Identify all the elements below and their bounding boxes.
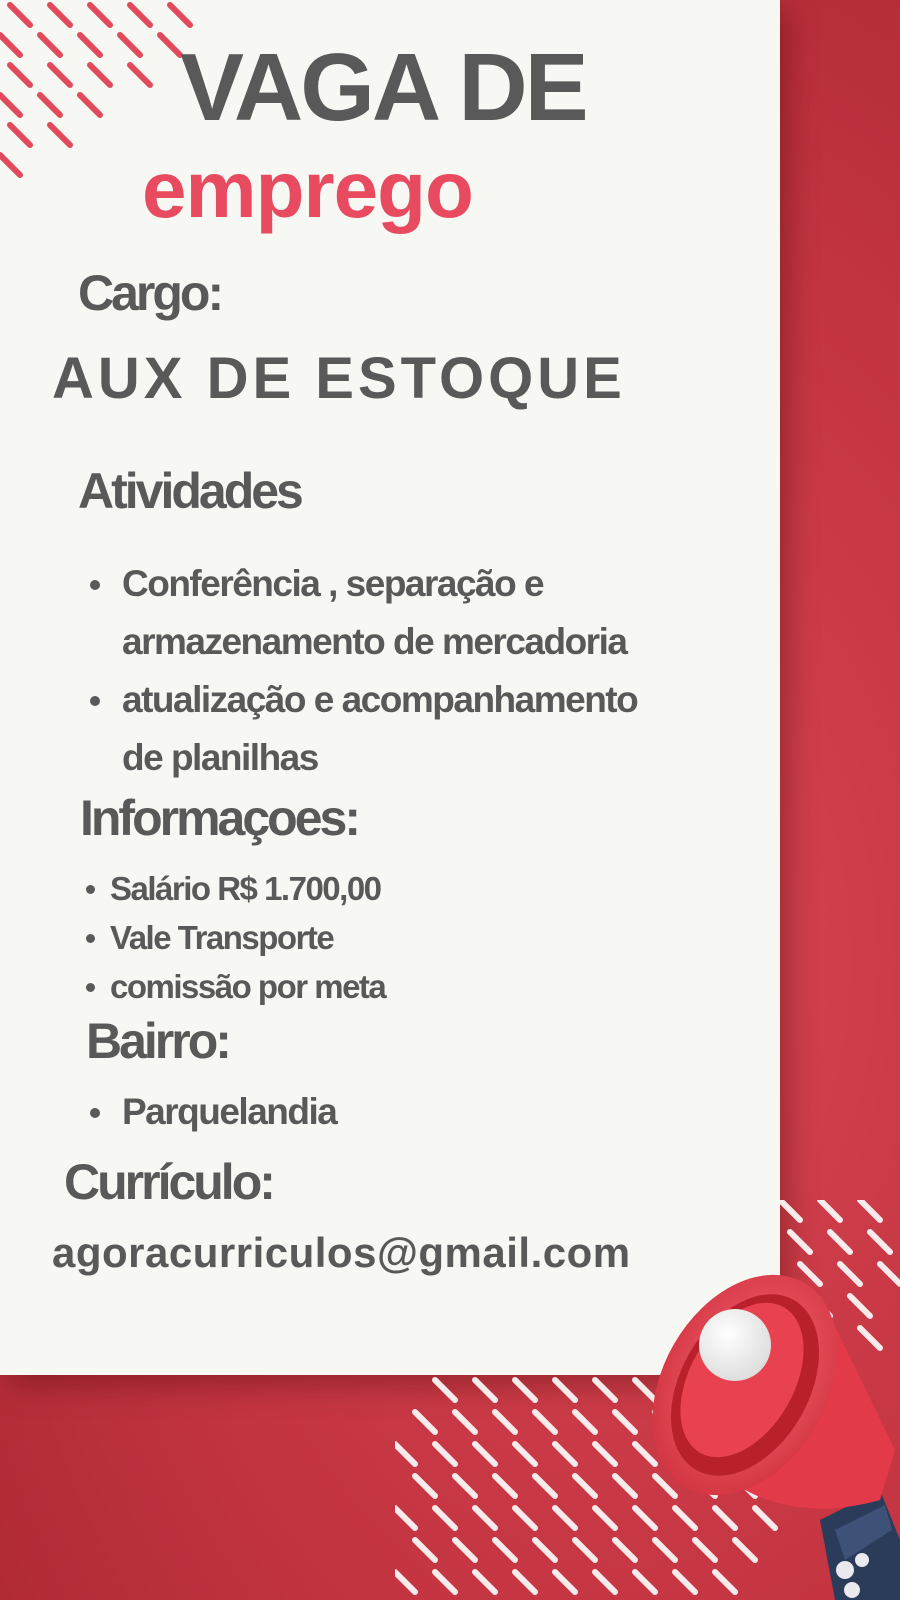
list-item-line: Conferência , separação e [122, 563, 544, 604]
bairro-label: Bairro: [86, 1013, 229, 1069]
title-vaga-de: VAGA DE [180, 34, 586, 141]
title-emprego: emprego [142, 145, 473, 234]
curriculo-label: Currículo: [64, 1154, 273, 1210]
informacoes-list [86, 864, 385, 1011]
list-item [90, 555, 637, 671]
atividades-label: Atividades [78, 463, 301, 519]
contact-email: agoracurriculos@gmail.com [52, 1229, 631, 1276]
atividades-list [90, 555, 637, 787]
megaphone-icon [630, 1200, 900, 1600]
bairro-list [90, 1083, 336, 1141]
list-item: Salário R$ 1.700,00 [86, 864, 385, 913]
list-item: Parquelandia [90, 1083, 336, 1141]
list-item-line: atualização e acompanhamento [122, 679, 638, 720]
cargo-value: AUX DE ESTOQUE [52, 346, 626, 411]
cargo-label: Cargo: [78, 265, 222, 321]
list-item: Vale Transporte [86, 913, 385, 962]
list-item-line: de planilhas [122, 737, 318, 778]
list-item [90, 671, 637, 787]
list-item-line: armazenamento de mercadoria [122, 621, 627, 662]
informacoes-label: Informaçoes: [80, 790, 358, 846]
list-item: comissão por meta [86, 962, 385, 1011]
